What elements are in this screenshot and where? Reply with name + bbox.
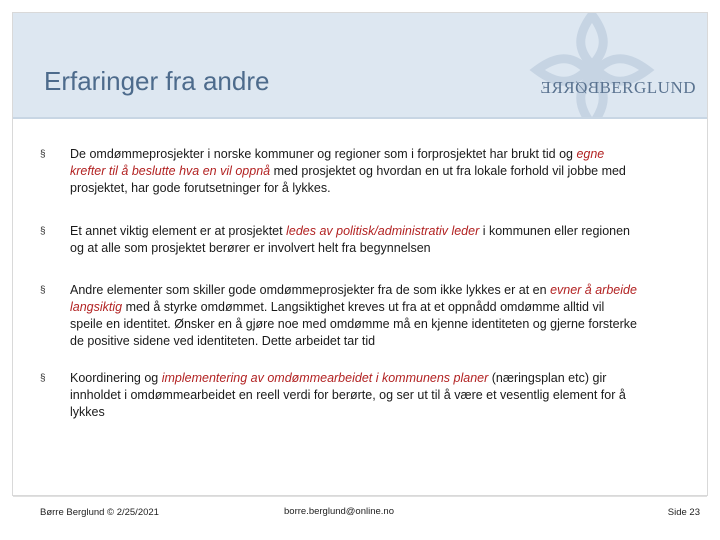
bullet-text: med å styrke omdømmet. Langsiktighet kreves ut fra at et oppnådd omdømme alltid vil speile en identitet. Ønsker en å gjøre noe med omdømme må en kjenne identiteten og gjerne forsterke de positive sidene ved identiteten. Dette arbeidet tar tid xyxy=(70,300,637,348)
bullet-marker-icon: § xyxy=(40,149,46,160)
bullet-text: (næringsplan etc) gir innholdet i omdømmearbeidet en reell verdi for berørte, og ser ut til å være et vesentlig element for å lykkes xyxy=(70,371,626,419)
list-item xyxy=(40,282,640,350)
list-item xyxy=(40,223,640,257)
bullet-text: med prosjektet og hvordan en ut fra lokale forhold vil jobbe med prosjektet, har gode forutsetninger for å lykkes. xyxy=(70,164,626,195)
footer-author-date: Børre Berglund © 2/25/2021 xyxy=(40,507,159,518)
footer-divider xyxy=(13,496,707,497)
bullet-marker-icon: § xyxy=(40,226,46,237)
slide-title: Erfaringer fra andre xyxy=(44,66,270,96)
slide-header xyxy=(13,13,707,117)
bullet-text: Et annet viktig element er at prosjektet xyxy=(70,224,287,238)
bullet-emphasis: implementering av omdømmearbeidet i kommunens planer xyxy=(161,371,489,385)
logo-mirrored-text: BØRRE xyxy=(540,78,600,97)
logo-text: BERGLUND xyxy=(599,78,696,97)
list-item xyxy=(40,146,640,197)
bullet-text: Koordinering og xyxy=(70,371,162,385)
decorative-ornament-icon xyxy=(517,13,667,117)
company-logo xyxy=(540,78,696,98)
bullet-marker-icon: § xyxy=(40,285,46,296)
bullet-text: De omdømmeprosjekter i norske kommuner og regioner som i forprosjektet har brukt tid og xyxy=(70,147,577,161)
bullet-emphasis: egne krefter til å beslutte hva en vil oppnå xyxy=(70,147,605,178)
bullet-marker-icon: § xyxy=(40,373,46,384)
bullet-emphasis: evner å arbeide langsiktig xyxy=(70,283,637,314)
list-item xyxy=(40,370,640,421)
bullet-text: Andre elementer som skiller gode omdømmeprosjekter fra de som ikke lykkes er at en xyxy=(70,283,551,297)
bullet-list xyxy=(40,146,640,421)
header-divider xyxy=(13,117,707,119)
footer-page-number: Side 23 xyxy=(667,507,700,518)
footer-email: borre.berglund@online.no xyxy=(284,506,394,517)
bullet-emphasis: ledes av politisk/administrativ leder xyxy=(286,224,480,238)
bullet-text: i kommunen eller regionen og at alle som prosjektet berører er involvert helt fra begynnelsen xyxy=(70,224,631,255)
